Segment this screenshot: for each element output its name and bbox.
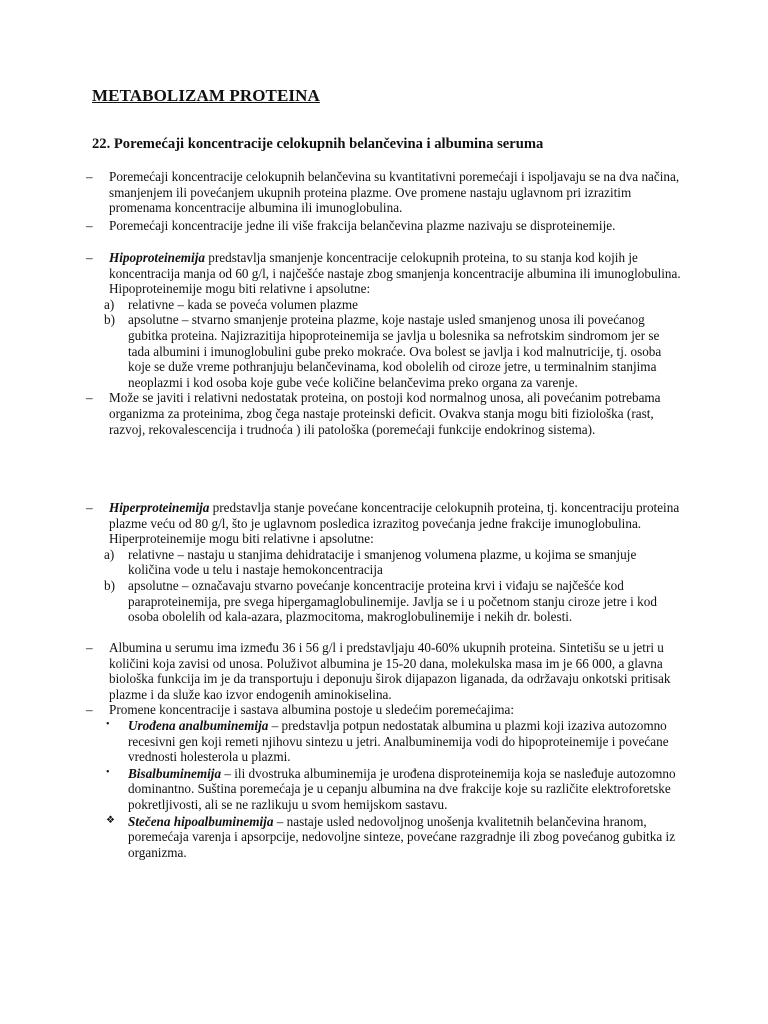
- hypo-paragraph: – Hipoproteinemija predstavlja smanjenje koncentracije celokupnih proteina, to su stanja kod kojih je koncentracija manja od 60 g/l, i najčešće nastaje zbog smanjenja koncentracije albumina ili imunoglobulina.: [86, 250, 681, 281]
- hypo-item-b: b) apsolutne – stvarno smanjenje proteina plazme, koje nastaje usled smanjenog unosa ili povećanog gubitka proteina. Najizrazitija hipoproteinemija se javlja u bolesnika sa nefrotskim sindromom jer se tada albumini i imunoglobulini gube preko mokraće. Ova bolest se javlja i kod malnutricije, tj. osoba koje se duže vreme pothranjuju belančevinama, kod obolelih od ciroze jetre, u terminalnim stanjima neoplazmi i kod osoba koje gube veće količine belančevima preko organa za varenje.: [104, 312, 662, 390]
- hypo-item-a: a) relativne – kada se poveća volumen plazme: [104, 296, 358, 312]
- bullet-icon: •: [106, 766, 110, 778]
- dash-marker: –: [86, 702, 93, 718]
- section-heading: 22. Poremećaji koncentracije celokupnih belančevina i albumina seruma: [92, 136, 544, 152]
- intro-paragraph-1: – Poremećaji koncentracije celokupnih belančevina su kvantitativni poremećaji i ispoljavaju se na dva načina, smanjenjem ili povećanjem ukupnih proteina plazme. Ove promene nastaju uglavnom pri izrazitim promenama koncentracije albumina ili imunoglobulina.: [86, 169, 680, 216]
- intro-section: [0, 169, 768, 233]
- term-hiperproteinemija: Hiperproteinemija: [109, 500, 210, 515]
- dash-marker: –: [86, 390, 93, 406]
- albumin-paragraph-2: – Promene koncentracije i sastava albumina postoje u sledećim poremećajima:: [86, 702, 515, 718]
- hypo-extra-paragraph: – Može se javiti i relativni nedostatak proteina, on postoji kod normalnog unosa, ali povećanim potrebama organizma za proteinima, zbog čega nastaje proteinski deficit. Ovakva stanja mogu biti fiziološka (rast, razvoj, rekovalescencija i trudnoća ) ili patološka (poremećaji funkcije endokrinog sistema).: [86, 390, 661, 437]
- dash-marker: –: [86, 500, 93, 515]
- albumin-bullet-3: ❖ Stečena hipoalbuminemija – nastaje usled nedovoljnog unošenja kvalitetnih belančevina hranom, poremećaja varenja i apsorpcije, nedovoljne sinteze, povećane razgradnje ili zbog povećanog gubitka iz organizma.: [106, 813, 676, 860]
- albumin-bullet-2: • Bisalbuminemija – ili dvostruka albuminemija je urođena disproteinemija koja se nasleđuje autozomno dominantno. Suština poremećaja je u cepanju albumina na dve frakcije koje su različite elektroforetske pokretljivosti, ali se ne razlikuju u svom hemijskom sastavu.: [106, 765, 676, 812]
- intro-paragraph-2: – Poremećaji koncentracije jedne ili više frakcija belančevina plazme nazivaju se disproteinemije.: [86, 217, 616, 233]
- page-title: METABOLIZAM PROTEINA: [92, 86, 320, 105]
- hyper-item-b: b) apsolutne – označavaju stvarno povećanje koncentracije proteina krvi i viđaju se najčešće kod paraproteinemija, pre svega hipergamaglobulinemije. Javlja se i u početnom stanju ciroze jetre i kod osoba obolelih od kala-azara, plazmocitoma, makroglobulinemije i nekih dr. bolesti.: [104, 577, 657, 625]
- albumin-bullet-1: • Urođena analbuminemija – predstavlja potpun nedostatak albumina u plazmi koji izaziva autozomno recesivni gen koji remeti njihovu sintezu u jetri. Analbuminemija vodi do hipoproteinemije i povećane vrednosti holesterola u plazmi.: [106, 717, 669, 765]
- term-hipoproteinemija: Hipoproteinemija: [109, 250, 205, 265]
- albumin-section: [0, 640, 768, 860]
- dash-marker: –: [86, 217, 93, 233]
- hypo-types-intro: Hipoproteinemije mogu biti relativne i apsolutne:: [109, 281, 371, 297]
- albumin-paragraph-1: – Albumina u serumu ima između 36 i 56 g/l i predstavljaju 40-60% ukupnih proteina. Sintetišu se u jetri u količini koja zavisi od unosa. Poluživot albumina je 15-20 dana, molekulska masa im je 66 000, a glavna biološka funkcija im je da transportuju i deponuju širok dijapazon liganada, da održavaju onkotski pritisak plazme i da služe kao izvor endogenih aminokiselina.: [86, 640, 671, 702]
- hyper-paragraph: – Hiperproteinemija predstavlja stanje povećane koncentracije celokupnih proteina, tj. koncentraciju proteina plazme veću od 80 g/l, što je uglavnom posledica izrazitog povećanja jedne frakcije imunoglobulina. Hiperproteinemije mogu biti relativne i apsolutne:: [86, 500, 680, 547]
- hyper-item-a: a) relativne – nastaju u stanjima dehidratacije i smanjenog volumena plazme, u kojima se smanjuje količina vode u telu i nastaje hemokoncentracija: [104, 546, 637, 578]
- hyperproteinemia-section: [0, 500, 768, 625]
- diamond-bullet-icon: ❖: [106, 814, 115, 826]
- hypoproteinemia-section: [0, 250, 768, 437]
- dash-marker: –: [86, 250, 93, 265]
- dash-marker: –: [86, 169, 93, 184]
- bullet-icon: •: [106, 718, 110, 730]
- dash-marker: –: [86, 640, 93, 655]
